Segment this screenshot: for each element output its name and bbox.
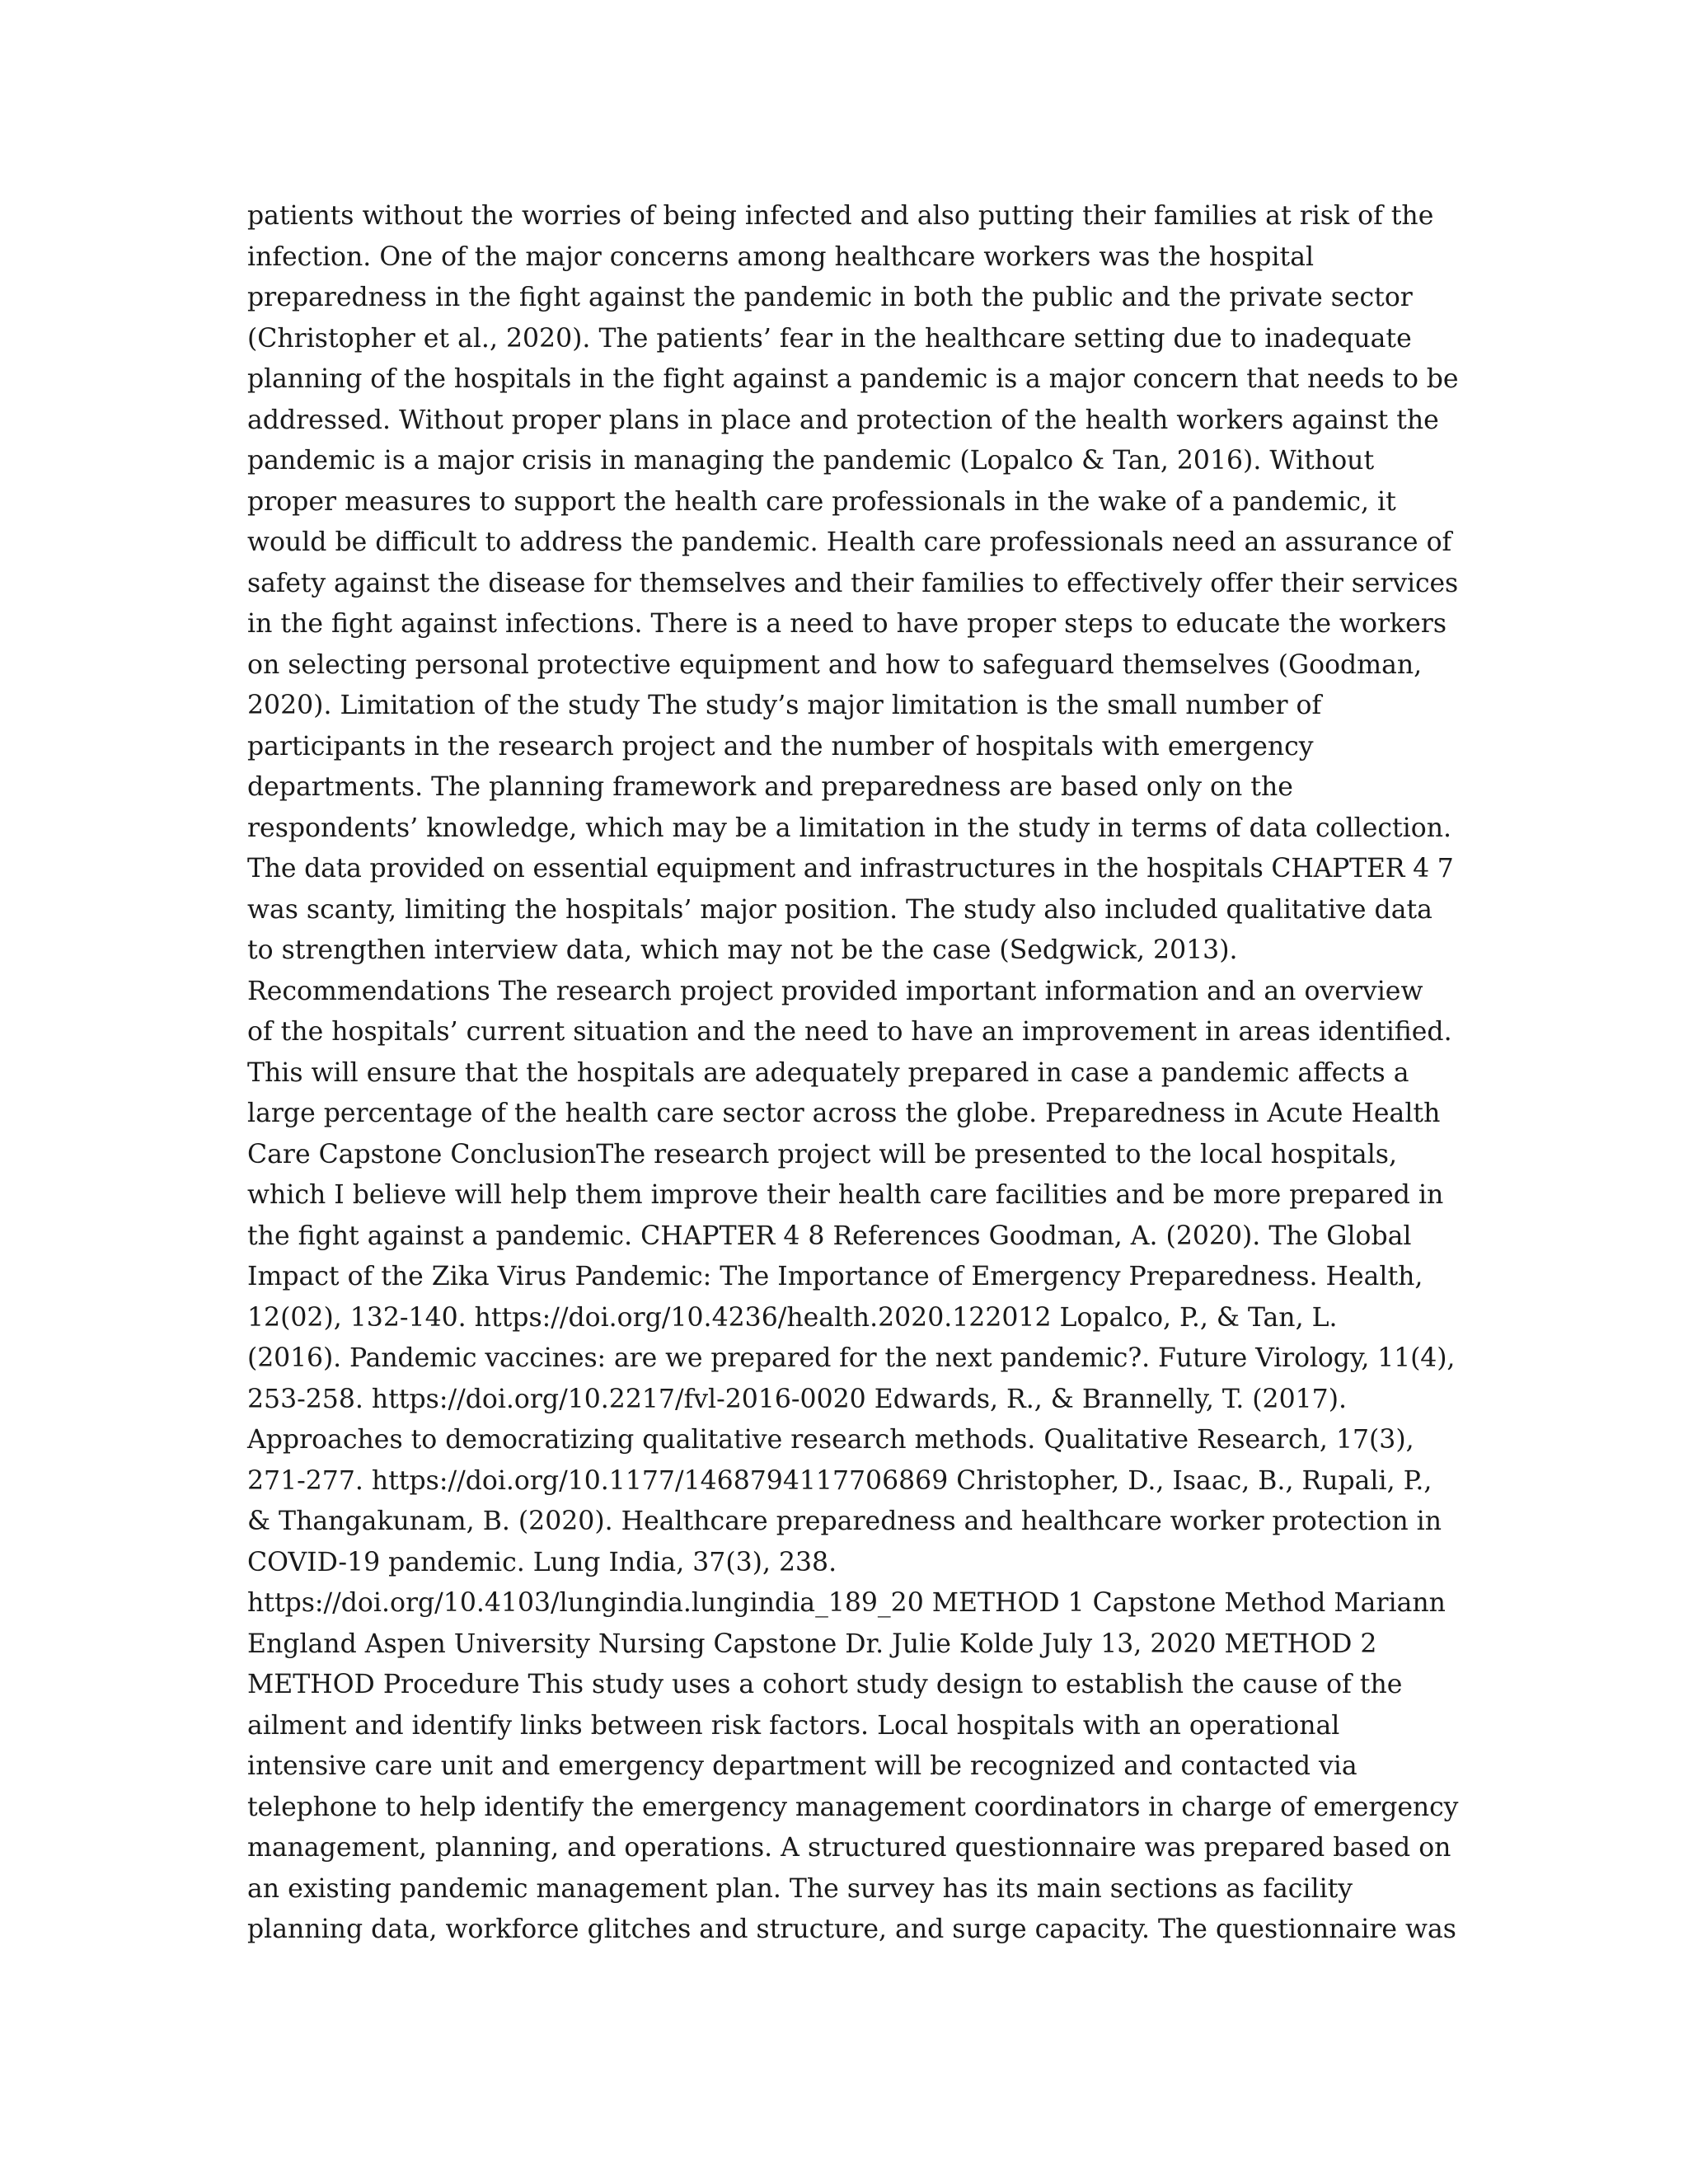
text-line: ailment and identify links between risk factors. Local hospitals with an operational bbox=[247, 1710, 1340, 1741]
text-line: management, planning, and operations. A structured questionnaire was prepared based on bbox=[247, 1833, 1451, 1863]
text-line: the fight against a pandemic. CHAPTER 4 8 References Goodman, A. (2020). The Global bbox=[247, 1221, 1412, 1251]
text-line: (2016). Pandemic vaccines: are we prepared for the next pandemic?. Future Virology, 11(4), bbox=[247, 1343, 1456, 1373]
text-line: planning data, workforce glitches and structure, and surge capacity. The questionnaire was bbox=[247, 1915, 1456, 1944]
text-line: England Aspen University Nursing Capstone Dr. Julie Kolde July 13, 2020 METHOD 2 bbox=[247, 1629, 1377, 1659]
body-text bbox=[247, 196, 1459, 1951]
text-line: Impact of the Zika Virus Pandemic: The Importance of Emergency Preparedness. Health, bbox=[247, 1262, 1423, 1291]
text-line: 271-277. https://doi.org/10.1177/1468794117706869 Christopher, D., Isaac, B., Rupali, P., bbox=[247, 1465, 1432, 1496]
text-line: 2020). Limitation of the study The study’s major limitation is the small number of bbox=[247, 691, 1322, 720]
text-line: 253-258. https://doi.org/10.2217/fvl-2016-0020 Edwards, R., & Brannelly, T. (2017). bbox=[247, 1384, 1348, 1414]
text-line: on selecting personal protective equipment and how to safeguard themselves (Goodman, bbox=[247, 649, 1423, 680]
text-line: COVID-19 pandemic. Lung India, 37(3), 238. bbox=[247, 1547, 837, 1577]
text-line: Recommendations The research project provided important information and an overview bbox=[247, 976, 1423, 1006]
text-line: planning of the hospitals in the fight against a pandemic is a major concern that needs to be bbox=[247, 364, 1459, 394]
text-line: intensive care unit and emergency department will be recognized and contacted via bbox=[247, 1751, 1357, 1781]
text-line: was scanty, limiting the hospitals’ major position. The study also included qualitative data bbox=[247, 894, 1432, 925]
text-line: would be difficult to address the pandemic. Health care professionals need an assurance of bbox=[247, 527, 1452, 557]
text-line: participants in the research project and the number of hospitals with emergency bbox=[247, 731, 1314, 762]
text-line: preparedness in the fight against the pandemic in both the public and the private sector bbox=[247, 283, 1413, 312]
text-line: & Thangakunam, B. (2020). Healthcare preparedness and healthcare worker protection in bbox=[247, 1507, 1442, 1536]
text-line: METHOD Procedure This study uses a cohort study design to establish the cause of the bbox=[247, 1670, 1403, 1699]
text-line: safety against the disease for themselves and their families to effectively offer their services bbox=[247, 568, 1459, 598]
text-line: departments. The planning framework and preparedness are based only on the bbox=[247, 772, 1293, 802]
text-line: https://doi.org/10.4103/lungindia.lungindia_189_20 METHOD 1 Capstone Method Mariann bbox=[247, 1588, 1446, 1618]
text-line: proper measures to support the health care professionals in the wake of a pandemic, it bbox=[247, 486, 1396, 517]
text-line: respondents’ knowledge, which may be a limitation in the study in terms of data collection. bbox=[247, 813, 1452, 843]
text-line: (Christopher et al., 2020). The patients’ fear in the healthcare setting due to inadequate bbox=[247, 323, 1412, 354]
text-line: Approaches to democratizing qualitative research methods. Qualitative Research, 17(3), bbox=[247, 1425, 1414, 1455]
text-line: large percentage of the health care sector across the globe. Preparedness in Acute Health bbox=[247, 1099, 1441, 1128]
text-line: The data provided on essential equipment and infrastructures in the hospitals CHAPTER 4 7 bbox=[247, 854, 1454, 883]
text-line: of the hospitals’ current situation and the need to have an improvement in areas identified. bbox=[247, 1017, 1452, 1047]
text-line: to strengthen interview data, which may not be the case (Sedgwick, 2013). bbox=[247, 935, 1238, 965]
text-line: pandemic is a major crisis in managing the pandemic (Lopalco & Tan, 2016). Without bbox=[247, 446, 1375, 476]
text-line: telephone to help identify the emergency management coordinators in charge of emergency bbox=[247, 1792, 1459, 1822]
text-line: Care Capstone ConclusionThe research project will be presented to the local hospitals, bbox=[247, 1139, 1397, 1169]
text-line: an existing pandemic management plan. The survey has its main sections as facility bbox=[247, 1873, 1353, 1904]
text-line: This will ensure that the hospitals are adequately prepared in case a pandemic affects a bbox=[247, 1057, 1409, 1088]
text-line: which I believe will help them improve their health care facilities and be more prepared in bbox=[247, 1180, 1444, 1210]
text-line: addressed. Without proper plans in place and protection of the health workers against the bbox=[247, 405, 1439, 435]
text-line: patients without the worries of being infected and also putting their families at risk of the bbox=[247, 201, 1434, 231]
text-line: 12(02), 132-140. https://doi.org/10.4236/health.2020.122012 Lopalco, P., & Tan, L. bbox=[247, 1302, 1338, 1333]
text-line: in the fight against infections. There is a need to have proper steps to educate the workers bbox=[247, 609, 1447, 639]
text-line: infection. One of the major concerns among healthcare workers was the hospital bbox=[247, 241, 1315, 272]
